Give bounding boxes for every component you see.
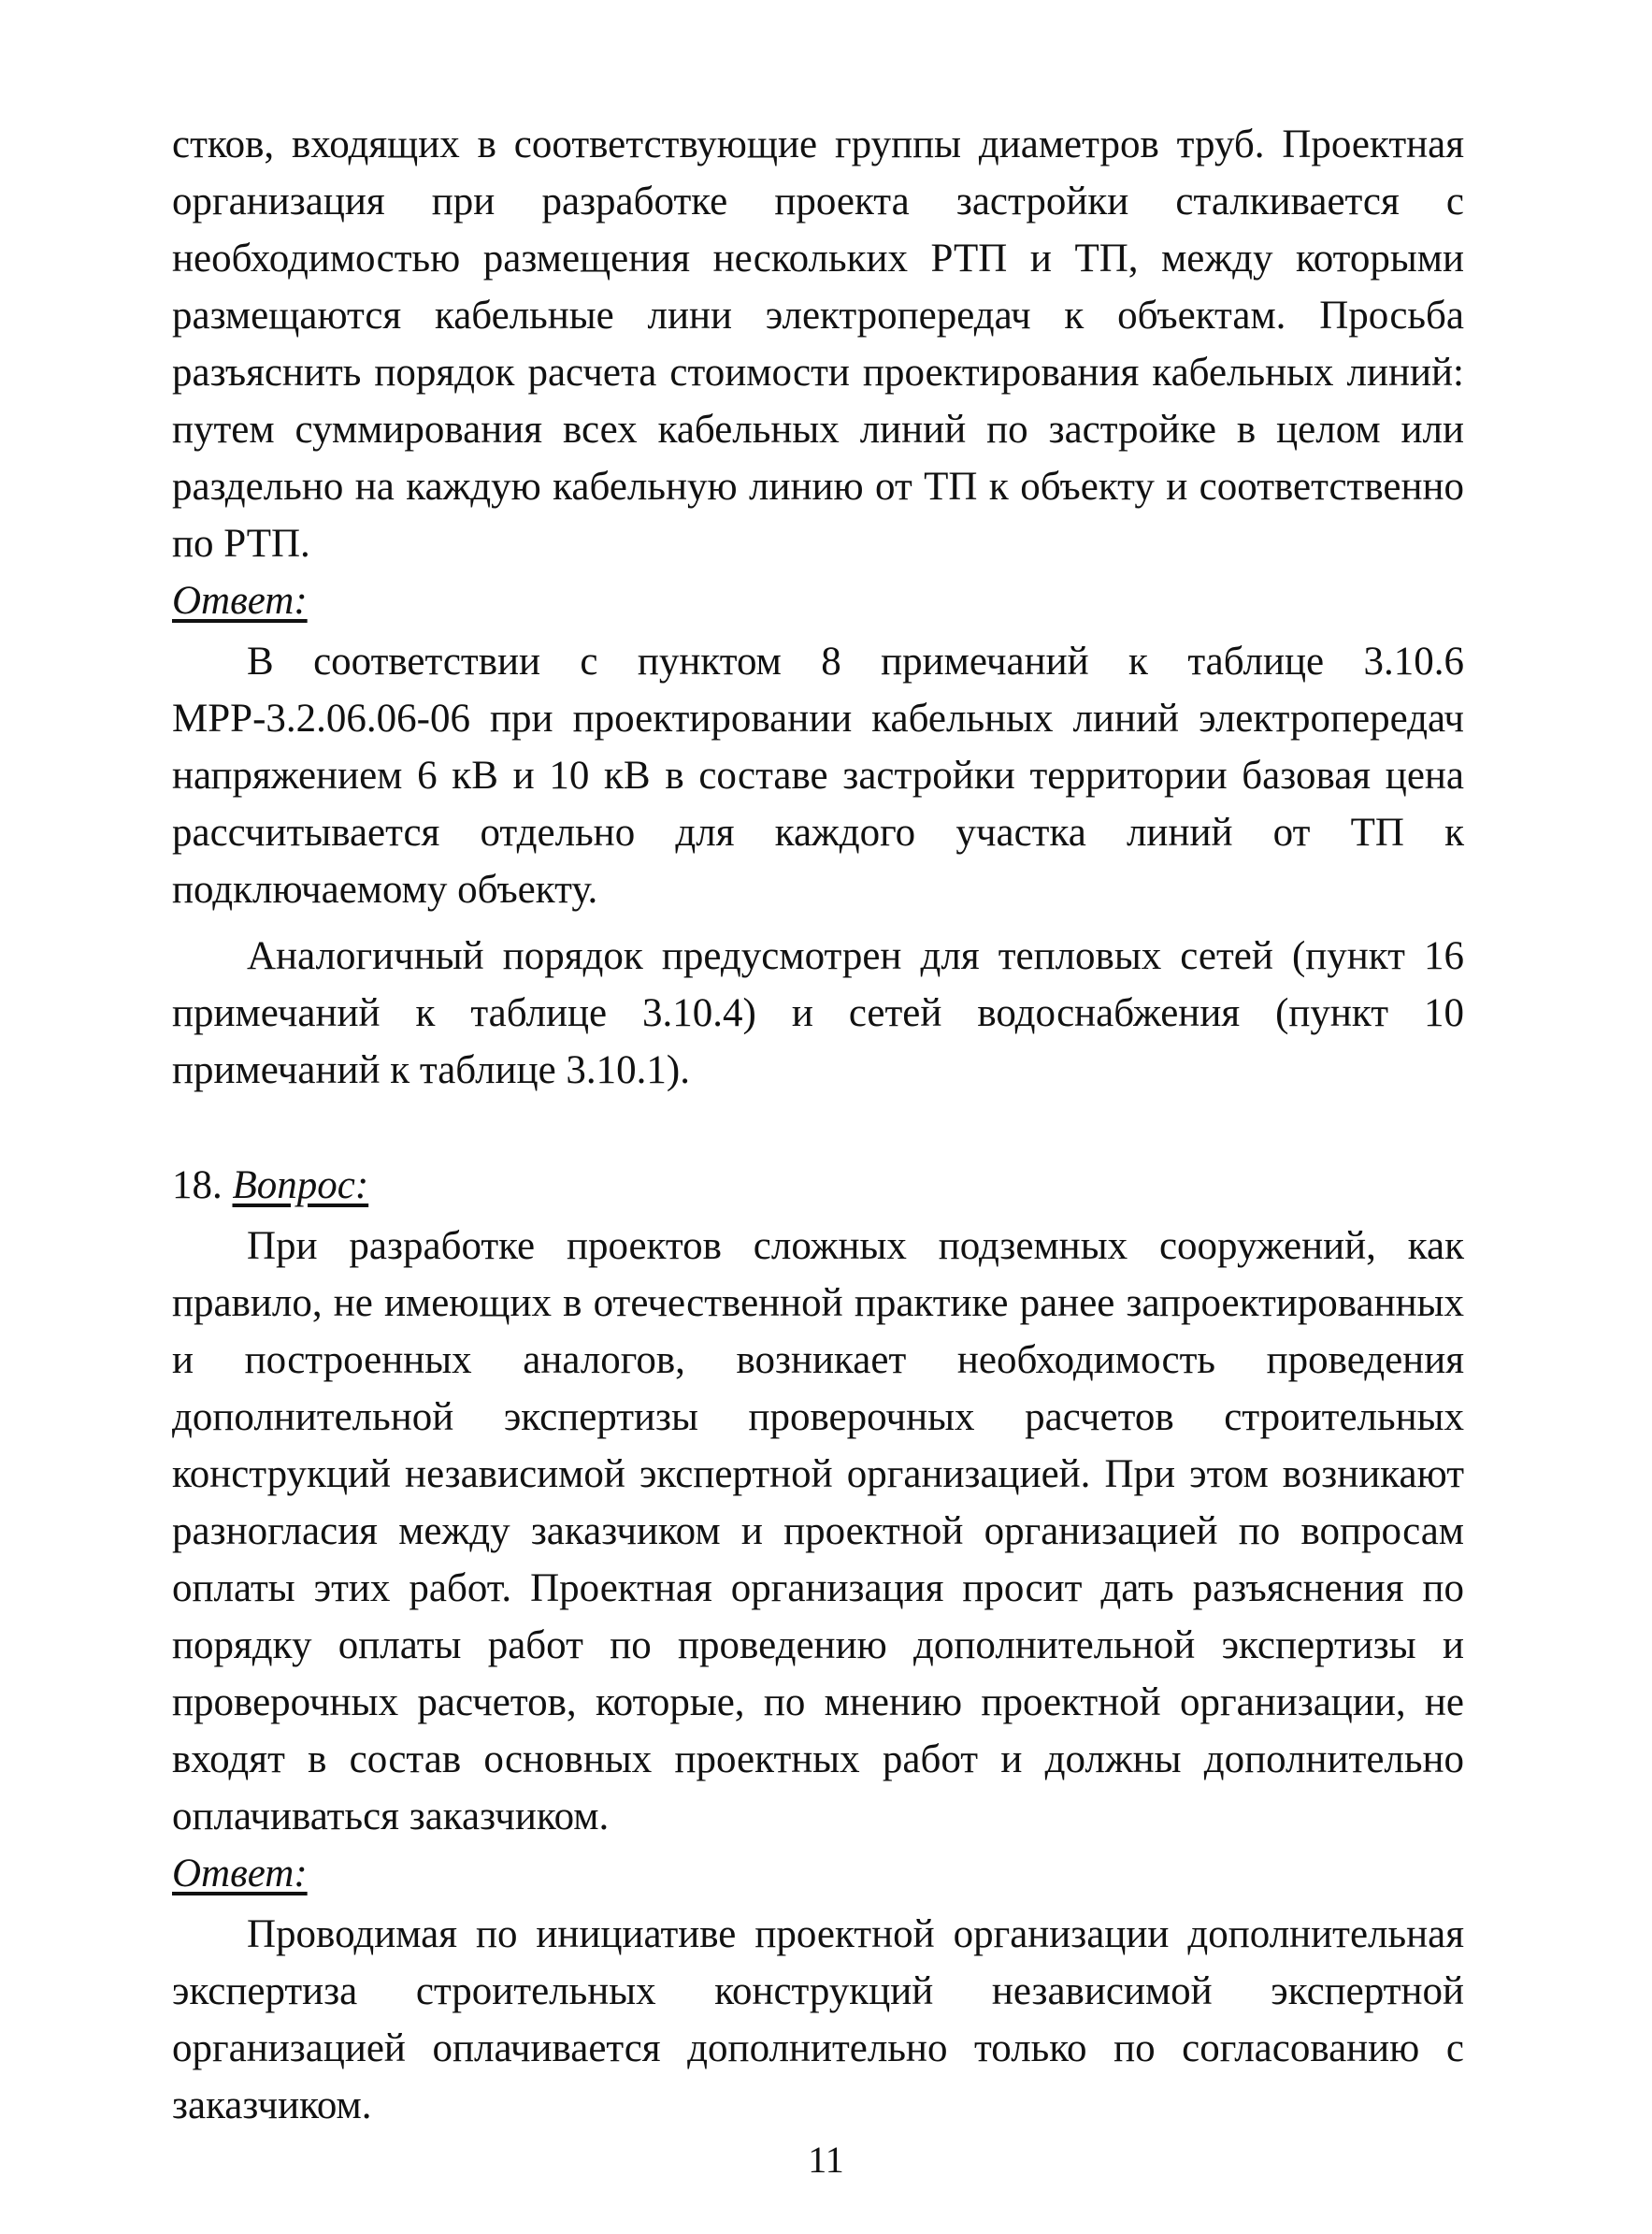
question-number: 18.	[172, 1163, 223, 1207]
answer-paragraph: Проводимая по инициативе проектной организации дополнительная экспертиза строительных конструкций независимой экспертной организацией оплачивается дополнительно только по согласованию с заказчиком.	[172, 1912, 1464, 2127]
answer-paragraph: В соответствии с пунктом 8 примечаний к таблице 3.10.6 МРР-3.2.06.06-06 при проектировании кабельных линий электропередач напряжением 6 кВ и 10 кВ в составе застройки территории базовая цена рассчитывается отдельно для каждого участка линий от ТП к подключаемому объекту.	[172, 640, 1464, 912]
page-content	[172, 116, 1464, 2134]
answer-paragraph: Аналогичный порядок предусмотрен для тепловых сетей (пункт 16 примечаний к таблице 3.10.4) и сетей водоснабжения (пункт 10 примечаний к таблице 3.10.1).	[172, 934, 1464, 1092]
question-label: Вопрос:	[232, 1163, 369, 1207]
answer-label: Ответ:	[172, 579, 308, 623]
question-paragraph: При разработке проектов сложных подземных сооружений, как правило, не имеющих в отечественной практике ранее запроектированных и построенных аналогов, возникает необходимость проведения дополнительной экспертизы проверочных расчетов строительных конструкций независимой экспертной организацией. При этом возникают разногласия между заказчиком и проектной организацией по вопросам оплаты этих работ. Проектная организация просит дать разъяснения по порядку оплаты работ по проведению дополнительной экспертизы и проверочных расчетов, которые, по мнению проектной организации, не входят в состав основных проектных работ и должны дополнительно оплачиваться заказчиком.	[172, 1224, 1464, 1838]
page-number: 11	[808, 2139, 844, 2181]
intro-paragraph: стков, входящих в соответствующие группы диаметров труб. Проектная организация при разработке проекта застройки сталкивается с необходимостью размещения нескольких РТП и ТП, между которыми размещаются кабельные лини электропередач к объектам. Просьба разъяснить порядок расчета стоимости проектирования кабельных линий: путем суммирования всех кабельных линий по застройке в целом или раздельно на каждую кабельную линию от ТП к объекту и соответственно по РТП.	[172, 123, 1464, 566]
question-heading	[172, 1157, 1464, 1214]
answer-label: Ответ:	[172, 1852, 308, 1895]
